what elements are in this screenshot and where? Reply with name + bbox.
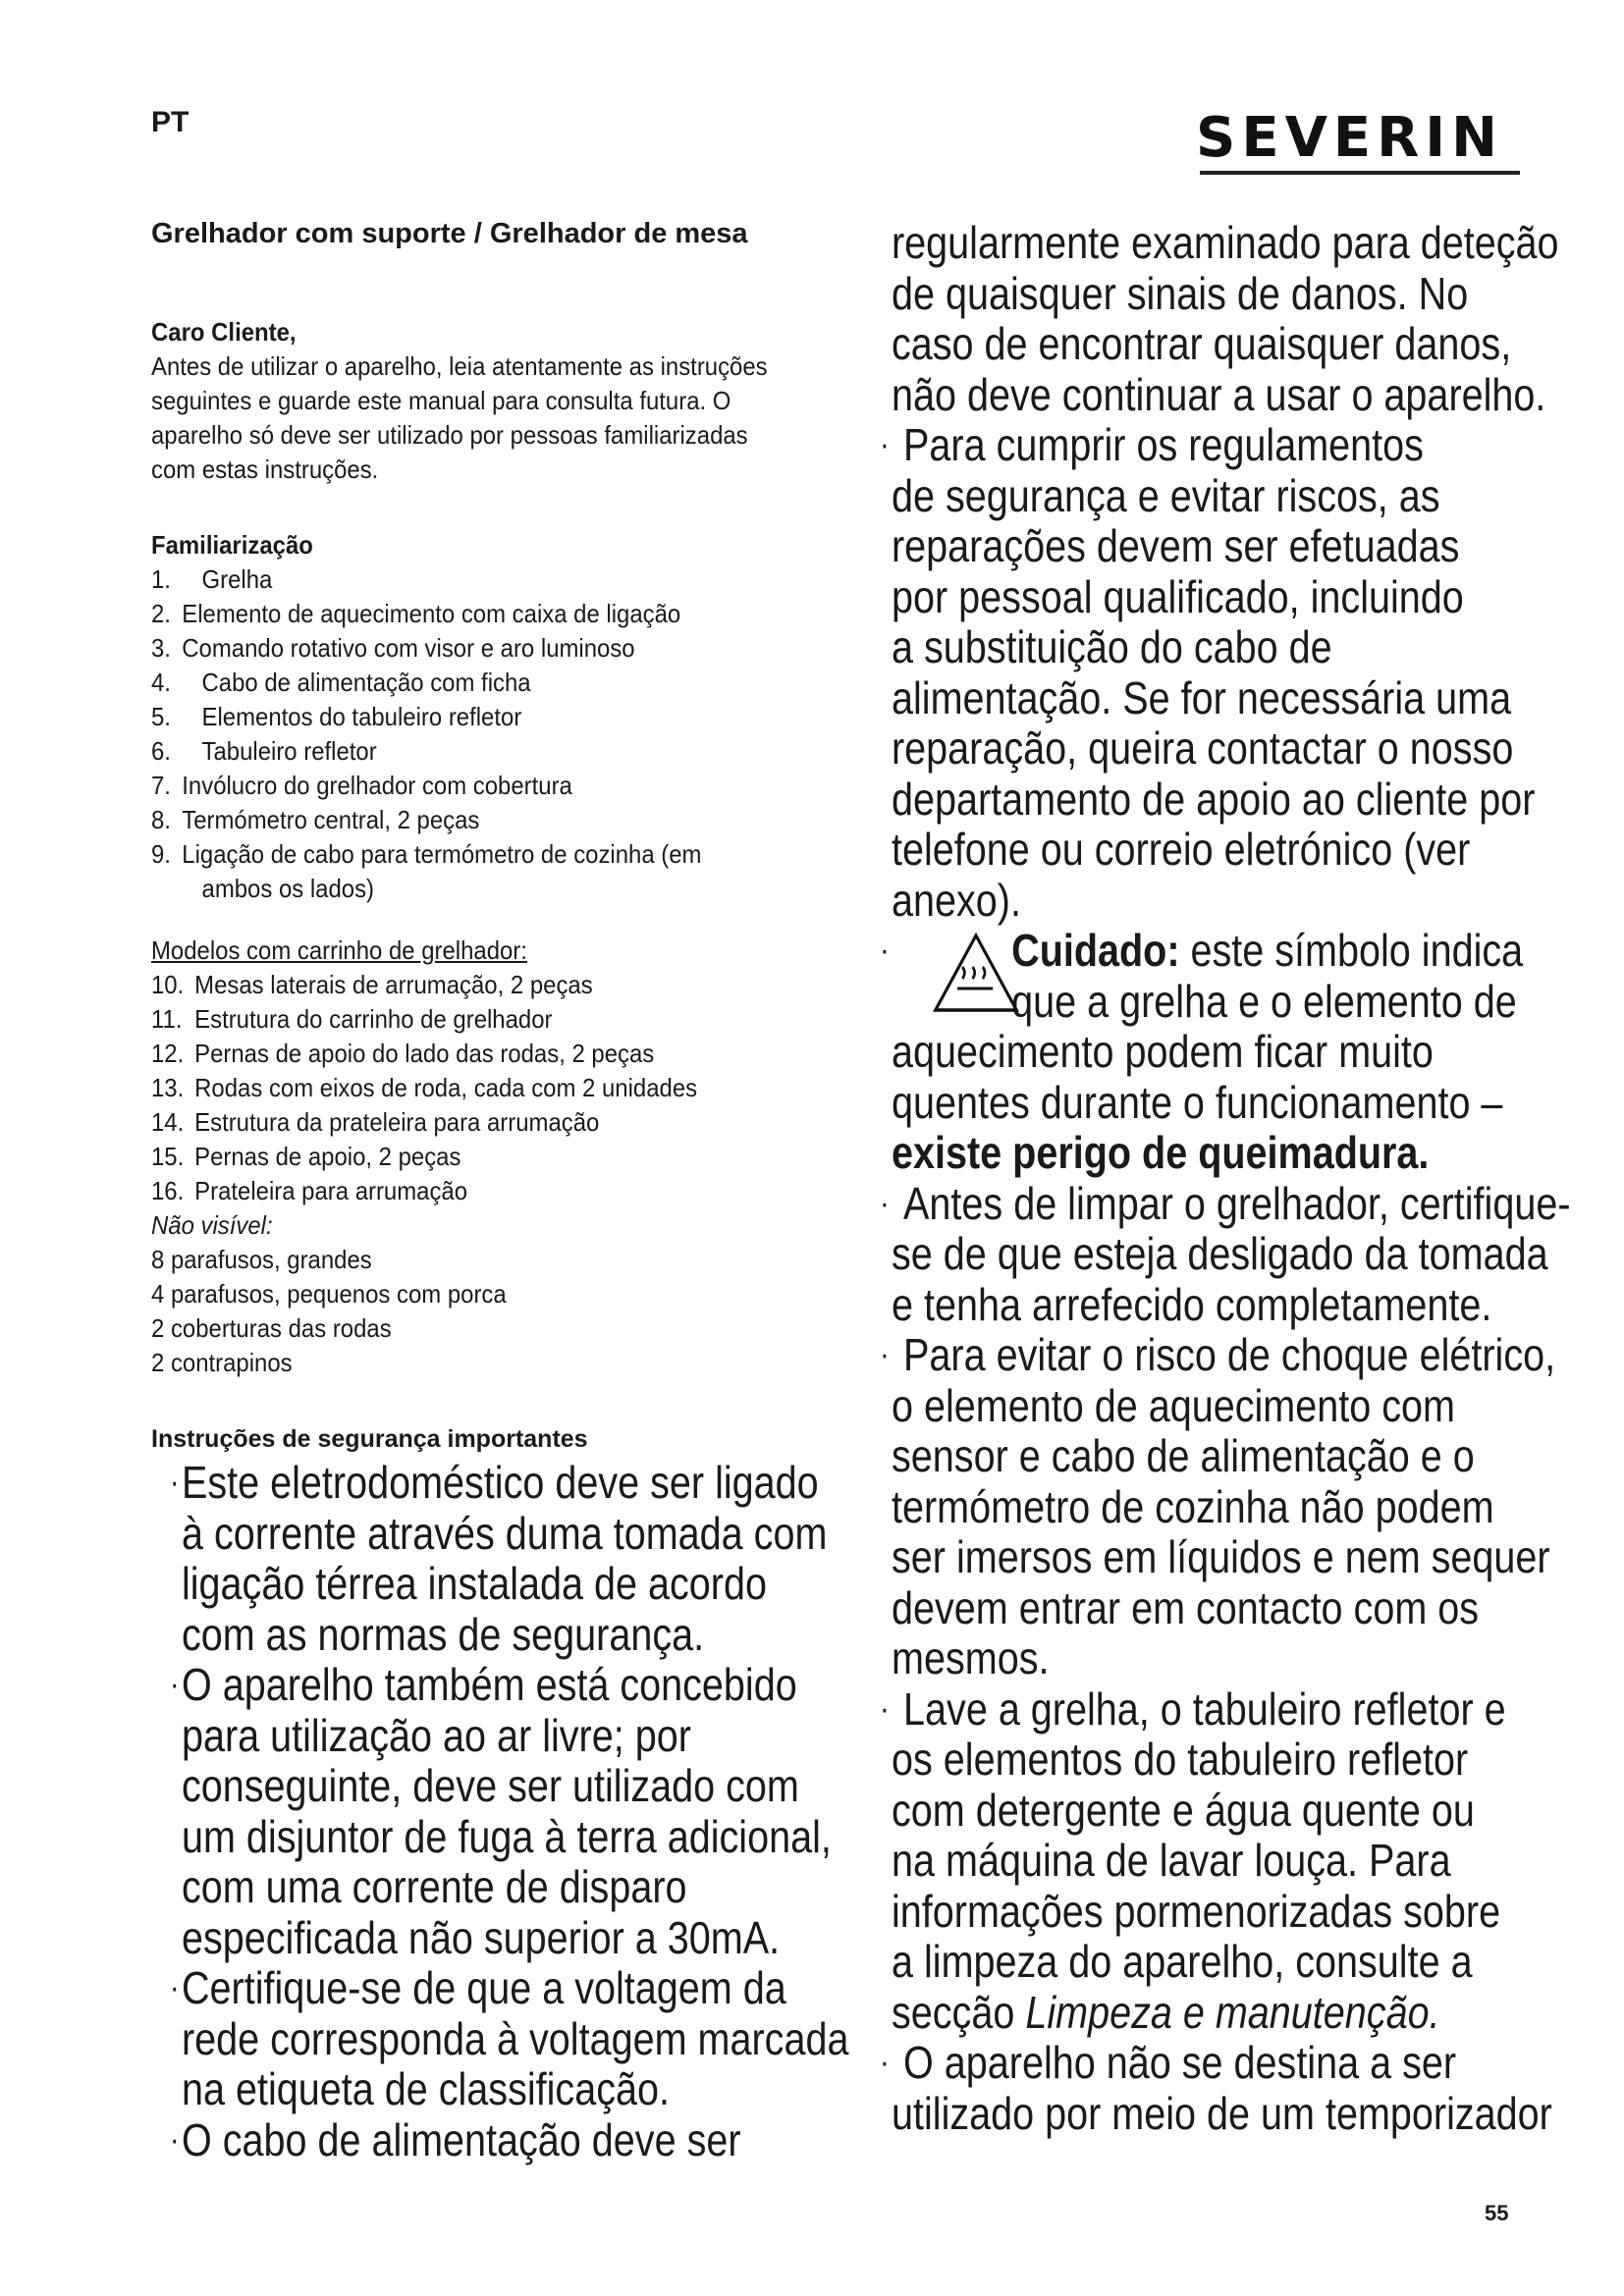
list-item bbox=[151, 1174, 820, 1208]
bullet-line: Para cumprir os regulamentos bbox=[903, 419, 1424, 470]
intro-line: com estas instruções. bbox=[151, 454, 379, 484]
bullet-line: departamento de apoio ao cliente por bbox=[892, 773, 1536, 825]
bullet-line: Antes de limpar o grelhador, certifique- bbox=[903, 1177, 1571, 1229]
list-item bbox=[151, 837, 820, 872]
list-item bbox=[151, 666, 820, 700]
bullet-line bbox=[892, 1988, 1593, 2039]
bullet-line: mesmos. bbox=[892, 1632, 1050, 1683]
brand-underline bbox=[1200, 171, 1520, 175]
item-number: 12. bbox=[151, 1039, 185, 1068]
bullet-line: reparação, queira contactar o nosso bbox=[892, 722, 1514, 774]
bullet-line: conseguinte, deve ser utilizado com bbox=[181, 1760, 799, 1811]
item-text: Cabo de alimentação com ficha bbox=[201, 667, 531, 697]
bullet-marker: · bbox=[879, 2044, 890, 2081]
bullet-marker: · bbox=[169, 1666, 180, 1703]
bullet-line: alimentação. Se for necessária uma bbox=[892, 671, 1512, 723]
bullet-item bbox=[879, 1329, 1593, 1684]
familiarization-section bbox=[151, 528, 820, 906]
not-visible-item: 2 contrapinos bbox=[151, 1348, 293, 1377]
bullet-line: especificada não superior a 30mA. bbox=[181, 1911, 781, 1963]
bullet-line: se de que esteja desligado da tomada bbox=[892, 1228, 1548, 1279]
safety-heading: Instruções de segurança importantes bbox=[151, 1425, 588, 1453]
bullet-line: e tenha arrefecido completamente. bbox=[892, 1278, 1492, 1330]
intro-line: seguintes e guarde este manual para consulta futura. O bbox=[151, 386, 731, 415]
section-ref-prefix: secção bbox=[892, 1986, 1026, 2038]
bullet-line: termómetro de cozinha não podem bbox=[892, 1480, 1494, 1532]
intro-heading: Caro Cliente, bbox=[151, 317, 297, 347]
item-number: 14. bbox=[151, 1107, 185, 1137]
bullet-line: informações pormenorizadas sobre bbox=[892, 1885, 1501, 1937]
intro-line: Antes de utilizar o aparelho, leia atentamente as instruções bbox=[151, 351, 768, 381]
list-item bbox=[151, 968, 820, 1002]
bullet-line: na etiqueta de classificação. bbox=[181, 2063, 670, 2114]
bullet-marker: · bbox=[879, 426, 890, 463]
bullet-item bbox=[151, 1458, 908, 1660]
page-number: 55 bbox=[1485, 2201, 1509, 2225]
bullet-line: de quaisquer sinais de danos. No bbox=[892, 267, 1469, 319]
list-item bbox=[151, 1071, 820, 1105]
bullet-line: devem entrar em contacto com os bbox=[892, 1581, 1480, 1633]
item-text: Elementos do tabuleiro refletor bbox=[201, 702, 522, 731]
hot-surface-warning-icon bbox=[932, 932, 1019, 1014]
bullet-line: à corrente através duma tomada com bbox=[181, 1507, 828, 1559]
list-item bbox=[151, 1140, 820, 1174]
item-number: 1. bbox=[151, 564, 171, 594]
bullet-line: O aparelho não se destina a ser bbox=[903, 2037, 1457, 2088]
bullet-line: os elementos do tabuleiro refletor bbox=[892, 1734, 1469, 1785]
list-item bbox=[151, 597, 820, 631]
list-item bbox=[151, 803, 820, 837]
safety-bullets-left bbox=[151, 1457, 849, 2165]
bullet-line: na máquina de lavar louça. Para bbox=[892, 1835, 1451, 1886]
intro-line: aparelho só deve ser utilizado por pessoas familiarizadas bbox=[151, 420, 748, 450]
bullet-item bbox=[879, 2037, 1593, 2139]
bullet-marker: · bbox=[169, 2120, 180, 2159]
caution-line: quentes durante o funcionamento – bbox=[892, 1076, 1503, 1128]
caution-item bbox=[879, 925, 1593, 1179]
right-column bbox=[879, 217, 1571, 2139]
item-number: 2. bbox=[151, 599, 171, 628]
not-visible-item: 8 parafusos, grandes bbox=[151, 1245, 372, 1274]
item-text: Elemento de aquecimento com caixa de ligação bbox=[182, 599, 681, 628]
familiarization-heading: Familiarização bbox=[151, 530, 313, 560]
bullet-line: ligação térrea instalada de acordo bbox=[181, 1558, 767, 1609]
list-item bbox=[151, 1105, 820, 1140]
bullet-line: utilizado por meio de um temporizador bbox=[892, 2087, 1552, 2139]
bullet-line: com uma corrente de disparo bbox=[181, 1861, 687, 1912]
list-item bbox=[151, 769, 820, 803]
item-number: 8. bbox=[151, 805, 171, 834]
bullet-line: Este eletrodoméstico deve ser ligado bbox=[181, 1457, 819, 1508]
bullet-line: com detergente e água quente ou bbox=[892, 1784, 1475, 1836]
bullet-line: o elemento de aquecimento com bbox=[892, 1379, 1455, 1431]
item-number: 4. bbox=[151, 667, 171, 697]
item-text: Pernas de apoio, 2 peças bbox=[194, 1142, 461, 1171]
item-text: Estrutura da prateleira para arrumação bbox=[194, 1107, 600, 1137]
item-number: 9. bbox=[151, 839, 171, 869]
list-item bbox=[151, 562, 820, 597]
bullet-line: ser imersos em líquidos e nem sequer bbox=[892, 1531, 1550, 1582]
page-title: Grelhador com suporte / Grelhador de mesa bbox=[151, 218, 748, 249]
bullet-line: reparações devem ser efetuadas bbox=[892, 520, 1460, 571]
bullet-line: sensor e cabo de alimentação e o bbox=[892, 1430, 1475, 1481]
list-item bbox=[151, 631, 820, 666]
section-ref-link: Limpeza e manutenção. bbox=[1025, 1986, 1440, 2038]
bullet-line: rede corresponda à voltagem marcada bbox=[181, 2012, 849, 2064]
bullet-continuation bbox=[892, 218, 1593, 420]
bullet-line: por pessoal qualificado, incluindo bbox=[892, 570, 1464, 622]
left-column bbox=[151, 218, 849, 2165]
bullet-line: um disjuntor de fuga à terra adicional, bbox=[181, 1810, 832, 1862]
list-item bbox=[151, 1002, 820, 1037]
item-text: Pernas de apoio do lado das rodas, 2 peças bbox=[194, 1039, 655, 1068]
item-text: Tabuleiro refletor bbox=[201, 736, 377, 766]
bullet-line: de segurança e evitar riscos, as bbox=[892, 469, 1440, 521]
bullet-line: anexo). bbox=[892, 874, 1021, 926]
item-text: Invólucro do grelhador com cobertura bbox=[182, 771, 572, 800]
bullet-item bbox=[879, 1682, 1593, 2039]
item-text: Rodas com eixos de roda, cada com 2 unidades bbox=[194, 1073, 698, 1102]
bullet-item bbox=[151, 1963, 908, 2115]
language-code: PT bbox=[151, 106, 189, 138]
bullet-item bbox=[879, 419, 1593, 926]
list-item bbox=[151, 700, 820, 734]
item-number: 3. bbox=[151, 633, 171, 663]
caution-text: este símbolo indica bbox=[1179, 925, 1524, 976]
bullet-item bbox=[151, 1660, 908, 1963]
item-number: 16. bbox=[151, 1176, 185, 1205]
bullet-line: telefone ou correio eletrónico (ver bbox=[892, 824, 1471, 875]
bullet-marker: · bbox=[169, 1969, 180, 2006]
bullet-marker: · bbox=[169, 1464, 180, 1501]
bullet-line: com as normas de segurança. bbox=[181, 1608, 705, 1660]
bullet-marker: · bbox=[879, 1184, 890, 1222]
bullet-item bbox=[879, 1177, 1593, 1331]
item-text: Comando rotativo com visor e aro luminoso bbox=[182, 633, 635, 663]
not-visible-item: 2 coberturas das rodas bbox=[151, 1313, 392, 1343]
item-text: Termómetro central, 2 peças bbox=[182, 805, 480, 834]
caution-line: aquecimento podem ficar muito bbox=[892, 1026, 1434, 1077]
bullet-line: Para evitar o risco de choque elétrico, bbox=[903, 1329, 1556, 1380]
caution-label: Cuidado: bbox=[1011, 925, 1180, 976]
intro-section bbox=[151, 315, 820, 487]
bullet-line: O aparelho também está concebido bbox=[181, 1659, 797, 1710]
bullet-line: regularmente examinado para deteção bbox=[892, 217, 1559, 268]
bullet-line: caso de encontrar quaisquer danos, bbox=[892, 318, 1512, 369]
not-visible-label: Não visível: bbox=[151, 1210, 273, 1240]
bullet-line: Lave a grelha, o tabuleiro refletor e bbox=[903, 1682, 1506, 1735]
item-number: 10. bbox=[151, 970, 185, 999]
item-text: Prateleira para arrumação bbox=[194, 1176, 468, 1205]
item-number: 5. bbox=[151, 702, 171, 731]
not-visible-item: 4 parafusos, pequenos com porca bbox=[151, 1279, 507, 1308]
item-number: 6. bbox=[151, 736, 171, 766]
list-item bbox=[151, 1037, 820, 1071]
item-text: Grelha bbox=[201, 564, 273, 594]
bullet-marker: · bbox=[879, 932, 890, 969]
caution-line: que a grelha e o elemento de bbox=[1011, 975, 1517, 1027]
bullet-marker: · bbox=[879, 1689, 890, 1728]
list-item-continuation: ambos os lados) bbox=[201, 874, 375, 903]
bullet-item bbox=[151, 2115, 908, 2166]
item-text: Estrutura do carrinho de grelhador bbox=[194, 1004, 553, 1034]
bullet-line: O cabo de alimentação deve ser bbox=[181, 2113, 741, 2165]
item-text: Ligação de cabo para termómetro de cozinha (em bbox=[182, 839, 702, 869]
item-number: 7. bbox=[151, 771, 171, 800]
models-section bbox=[151, 934, 820, 1380]
bullet-line: a substituição do cabo de bbox=[892, 621, 1332, 672]
bullet-line: Certifique-se de que a voltagem da bbox=[181, 1962, 786, 2013]
item-text: Mesas laterais de arrumação, 2 peças bbox=[194, 970, 593, 999]
bullet-line: não deve continuar a usar o aparelho. bbox=[892, 368, 1546, 420]
item-number: 13. bbox=[151, 1073, 185, 1102]
bullet-marker: · bbox=[879, 1336, 890, 1373]
item-number: 15. bbox=[151, 1142, 185, 1171]
brand-logo: SEVERIN bbox=[1196, 106, 1504, 170]
bullet-line: para utilização ao ar livre; por bbox=[181, 1709, 691, 1761]
list-item bbox=[151, 734, 820, 769]
item-number: 11. bbox=[151, 1004, 183, 1034]
models-heading: Modelos com carrinho de grelhador: bbox=[151, 935, 527, 965]
caution-line-bold: existe perigo de queimadura. bbox=[892, 1127, 1430, 1178]
bullet-line: a limpeza do aparelho, consulte a bbox=[892, 1936, 1473, 1987]
